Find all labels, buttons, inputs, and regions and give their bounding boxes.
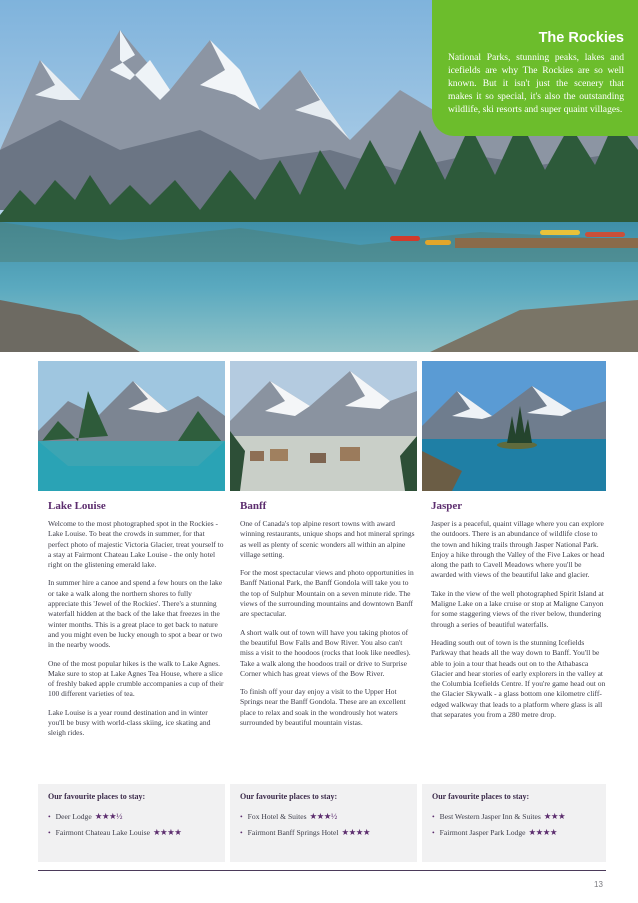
star-rating-icon: ★★★½ xyxy=(94,811,122,821)
favourites-heading: Our favourite places to stay: xyxy=(48,792,146,801)
callout-text: National Parks, stunning peaks, lakes and icefields are why The Rockies are so well known. But it isn't just the scenery that makes it so special, it's also the outstanding wildlife, ski resorts and super quaint villages. xyxy=(448,52,624,115)
lake-louise-title: Lake Louise xyxy=(48,500,106,512)
star-rating-icon: ★★★★ xyxy=(341,827,370,837)
star-rating-icon: ★★★★ xyxy=(152,827,182,837)
lake-louise-paragraph: Welcome to the most photographed spot in the Rockies - Lake Louise. To beat the crowds in summer, for that perfect photo of majestic Victoria Glacier, treat yourself to a stay at Fairmont Chateau Lake Louise - the only hotel right on the glistening emerald lake. xyxy=(48,519,224,570)
hotel-list-item xyxy=(240,811,407,822)
hotel-list-item xyxy=(432,827,596,838)
bullet-icon: • xyxy=(240,828,243,837)
favourites-heading: Our favourite places to stay: xyxy=(432,792,530,801)
hotel-list-item xyxy=(48,827,215,838)
hotel-list-item xyxy=(432,811,596,822)
banff-column xyxy=(240,500,416,736)
jasper-paragraph: Heading south out of town is the stunning Icefields Parkway that heads all the way down to Banff. You'll be able to join a tour that heads out on to the Athabasca Glacier and hear stories of early explorers in the valley at the Columbia Icefields Centre. If you're game head out on the Glacier Skywalk - a glass bottom one kilometre cliff-edged walkway that leads to a platform where glass is all that separates you from a 280 metre drop. xyxy=(431,637,606,720)
lake-louise-paragraph: Lake Louise is a year round destination and in winter you'll be busy with world-class skiing, ice skating and sleigh rides. xyxy=(48,707,211,738)
banff-paragraph: To finish off your day enjoy a visit to the Upper Hot Springs near the Banff Gondola. These are an excellent place to relax and soak in the wondrously hot waters surrounded by beautiful mountain vistas. xyxy=(240,687,406,728)
star-rating-icon: ★★★★ xyxy=(528,827,557,837)
footer-divider xyxy=(38,870,606,871)
banff-paragraph: For the most spectacular views and photo opportunities in Banff National Park, the Banff Gondola will take you to the top of Sulphur Mountain on a seven minute ride. The views of the surrounding mountains and downtown Banff are spectacular. xyxy=(240,568,414,619)
star-rating-icon: ★★★½ xyxy=(309,811,337,821)
hotel-name: Deer Lodge xyxy=(55,812,92,821)
hotel-name: Fox Hotel & Suites xyxy=(247,812,307,821)
lake-louise-paragraph: In summer hire a canoe and spend a few hours on the lake or take a walk along the northern shores to fully appreciate this 'Jewel of the Rockies'. There's a stunning waterfall hidden at the back of the lake that freezes in the winter months. This is a great place to get back to nature and you might even be lucky enough to spot a bear or two in the nearby woods. xyxy=(48,578,223,650)
banff-paragraph: A short walk out of town will have you taking photos of the beautiful Bow Falls and Bow River. You also can't miss a visit to the hoodoos (rocks that look like needles). Take a walk along the hoodoos trail or drive to Surprise Corner which has great views of the Bow River. xyxy=(240,627,411,678)
hotel-name: Fairmont Banff Springs Hotel xyxy=(247,828,339,837)
bullet-icon: • xyxy=(432,812,435,821)
jasper-spirit-island-photo xyxy=(422,361,606,491)
hotel-list-item xyxy=(240,827,407,838)
hotel-name: Fairmont Jasper Park Lodge xyxy=(439,828,526,837)
hotel-list-item xyxy=(48,811,215,822)
star-rating-icon: ★★★ xyxy=(543,811,566,821)
jasper-title: Jasper xyxy=(431,500,463,512)
banff-title: Banff xyxy=(240,500,267,512)
hotel-name: Fairmont Chateau Lake Louise xyxy=(55,828,150,837)
bullet-icon: • xyxy=(48,812,51,821)
jasper-column xyxy=(431,500,607,728)
banff-favourites-box xyxy=(230,784,417,862)
lake-louise-photo xyxy=(38,361,225,491)
rockies-intro-callout xyxy=(432,0,638,136)
callout-title: The Rockies xyxy=(538,30,624,46)
bullet-icon: • xyxy=(240,812,243,821)
banff-paragraph: One of Canada's top alpine resort towns with award winning restaurants, unique shops and hot mineral springs as well as plenty of scenic wonders all within an alpine village setting. xyxy=(240,519,415,559)
favourites-heading: Our favourite places to stay: xyxy=(240,792,338,801)
lake-louise-paragraph: One of the most popular hikes is the walk to Lake Agnes. Make sure to stop at Lake Agnes Tea House, where a slice of freshly baked apple crumble accompanies a cup of their 100 different varieties of tea. xyxy=(48,658,224,699)
page-number: 13 xyxy=(594,880,603,889)
jasper-paragraph: Take in the view of the well photographed Spirit Island at Maligne Lake on a lake cruise or stop at Maligne Canyon for some staggering views of the river below, thundering through a series of beautiful waterfalls. xyxy=(431,588,604,629)
jasper-paragraph: Jasper is a peaceful, quaint village where you can explore the outdoors. There is an abundance of wildlife close to the town and hiking trails through Jasper National Park. Enjoy a hike through the Valley of the Five Lakes or head along the path to Cavell Meadows where you'll be awarded with views of the beautiful lake and glacier. xyxy=(431,519,605,580)
bullet-icon: • xyxy=(432,828,435,837)
jasper-favourites-box xyxy=(422,784,606,862)
lake-louise-column xyxy=(48,500,224,747)
banff-photo xyxy=(230,361,417,491)
lake-louise-favourites-box xyxy=(38,784,225,862)
hotel-name: Best Western Jasper Inn & Suites xyxy=(439,812,541,821)
bullet-icon: • xyxy=(48,828,51,837)
